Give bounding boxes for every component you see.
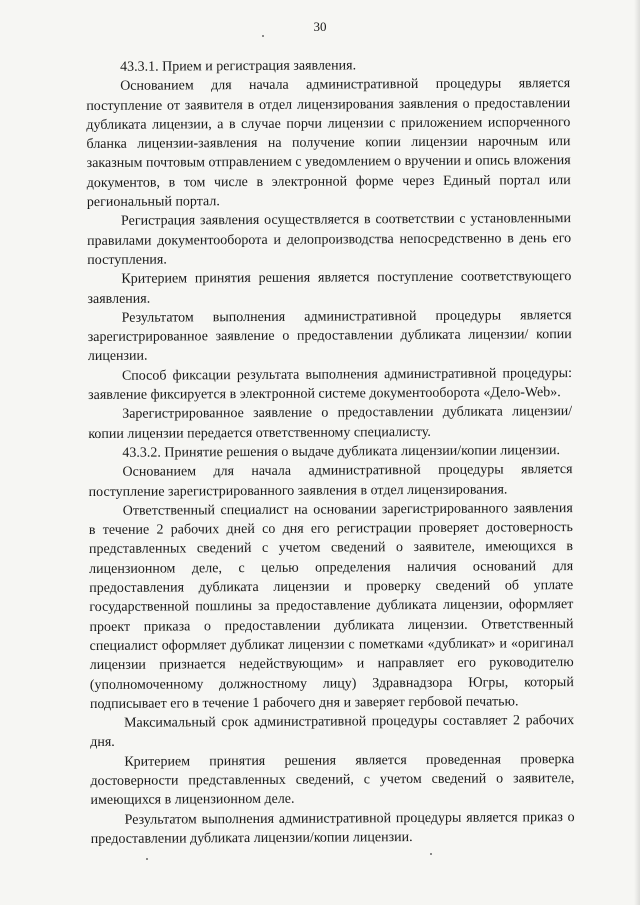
scan-speck — [430, 853, 432, 855]
section-heading-43-3-1: 43.3.1. Прием и регистрация заявления. — [120, 58, 357, 75]
document-body — [86, 55, 575, 849]
scan-speck — [146, 858, 148, 860]
paragraph: Основанием для начала административной процедуры является поступление зарегистрированного заявления в отдел лицензирования. — [88, 462, 573, 500]
paragraph: Ответственный специалист на основании зарегистрированного заявления в течение 2 рабочих дней со дня его регистрации проверяет достоверность представленных сведений с учетом сведений о заявителе, имеющихся в лицензионном деле, с целью определения наличия оснований для предоставления дубликата лицензии и проверку сведений об уплате государственной пошлины за предоставление дубликата лицензии, оформляет проект приказа о предоставлении дубликата лицензии. Ответственный специалист оформляет дубликат лицензии с пометками «дубликат» и «оригинал лицензии признается недействующим» и направляет его руководителю (уполномоченному должностному лицу) Здравнадзора Югры, который подписывает его в течение 1 рабочего дня и заверяет гербовой печатью. — [88, 500, 574, 712]
paragraph: Способ фиксации результата выполнения административной процедуры: заявление фиксируется в электронной системе документооборота «Дело-Web». — [88, 365, 572, 404]
paragraph: Критерием принятия решения является проведенная проверка достоверности представленных сведений, с учетом сведений о заявителе, имеющихся в лицензионном деле. — [90, 751, 575, 809]
page-edge-shadow — [634, 0, 640, 905]
paragraph: Регистрация заявления осуществляется в соответствии с установленными правилами документооборота и делопроизводства непосредственно в день его поступления. — [87, 211, 572, 268]
scan-speck — [262, 35, 264, 37]
paragraph: Результатом выполнения административной процедуры является приказ о предоставлении дубликата лицензии/копии лицензии. — [90, 809, 575, 847]
paragraph: Критерием принятия решения является поступление соответствующего заявления. — [87, 269, 572, 307]
page-number: 30 — [313, 19, 327, 34]
paragraph: Максимальный срок административной процедуры составляет 2 рабочих дня. — [90, 713, 575, 751]
paragraph: Зарегистрированное заявление о предоставлении дубликата лицензии/ копии лицензии передается ответственному специалисту. — [88, 404, 573, 442]
section-heading-43-3-2: 43.3.2. Принятие решения о выдаче дубликата лицензии/копии лицензии. — [122, 443, 560, 461]
paragraph: Основанием для начала административной процедуры является поступление от заявителя в отдел лицензирования заявления о предоставлении дубликата лицензии, а в случае порчи лицензии с приложением испорченного бланка лицензии-заявления на получение копии лицензии нарочным или заказным почтовым отправлением с уведомлением о вручении и опись вложения документов, в том числе в электронной форме через Единый портал или региональный портал. — [86, 76, 571, 211]
paragraph: Результатом выполнения административной процедуры является зарегистрированное заявление о предоставлении дубликата лицензии/ копии лицензии. — [87, 307, 572, 365]
